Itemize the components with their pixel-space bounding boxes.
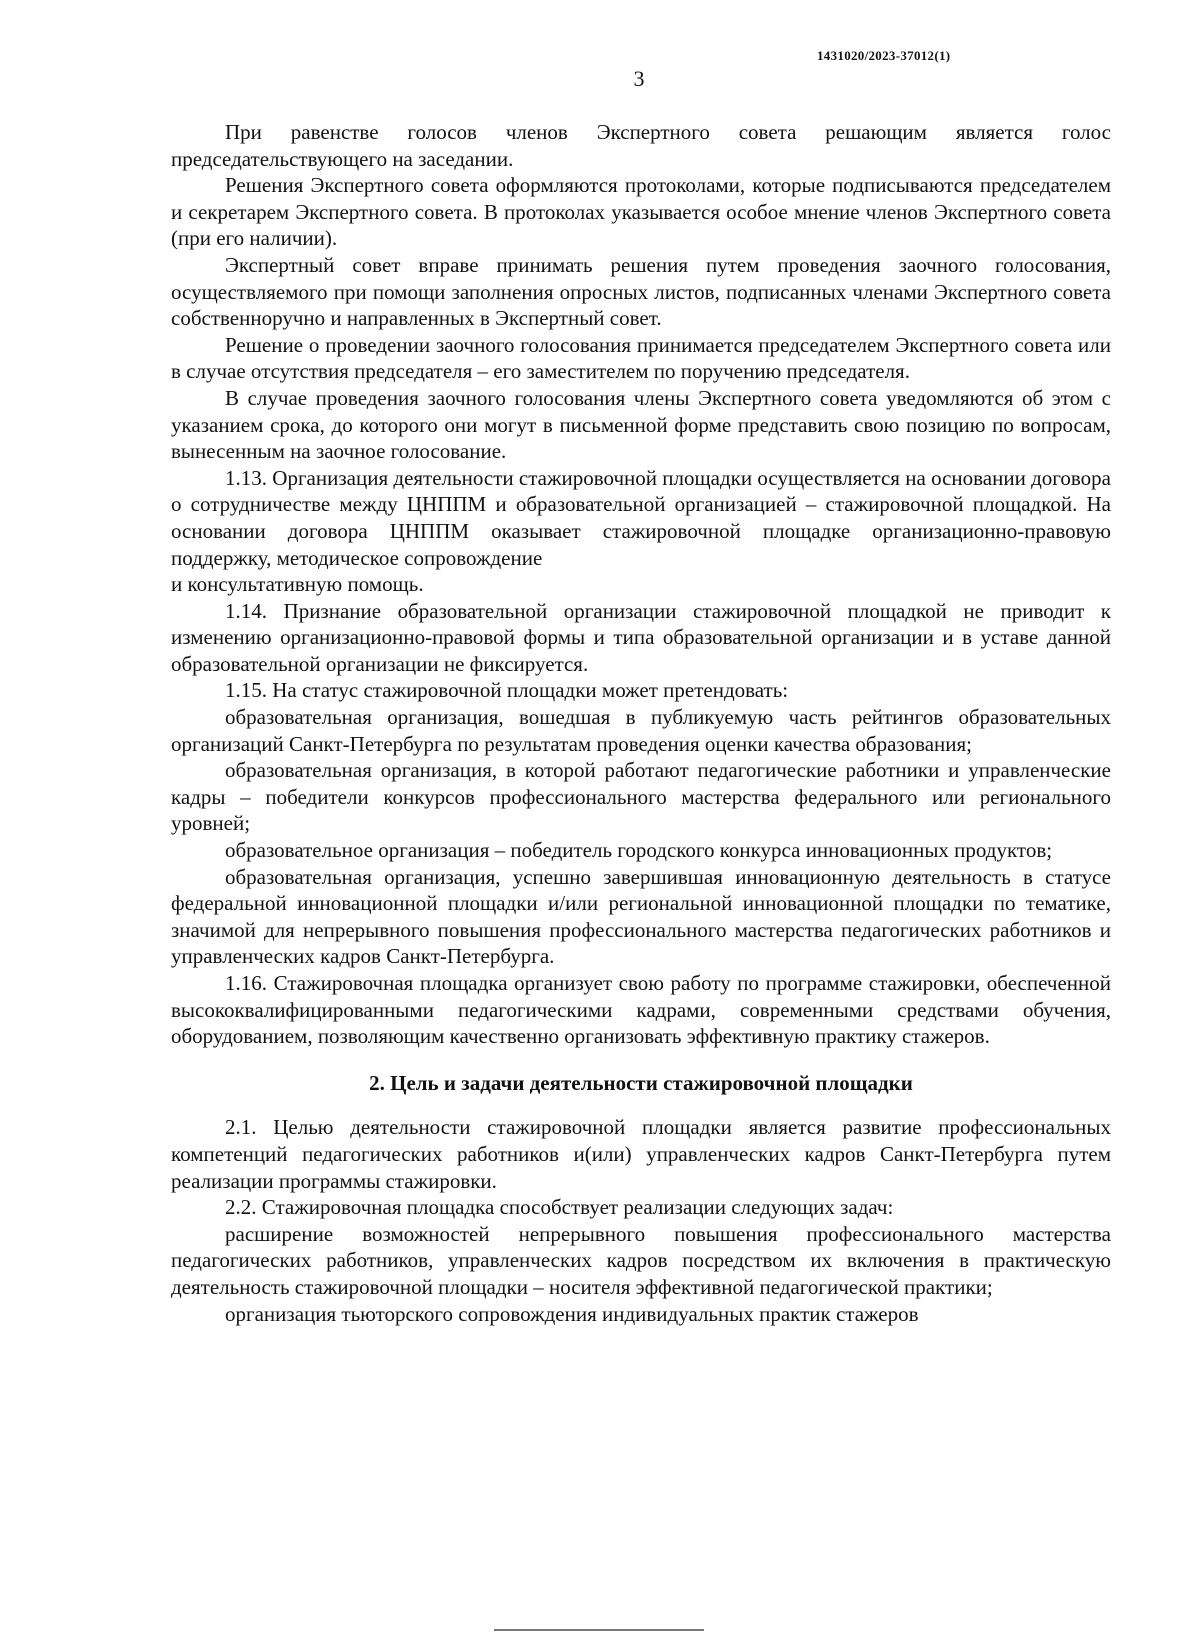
footer-line	[494, 1629, 704, 1631]
list-item: организация тьюторского сопровождения индивидуальных практик стажеров	[225, 1301, 919, 1326]
list-item: образовательная организация, в которой работают педагогические работники и управленческие кадры – победители конкурсов профессионального мастерства федерального или регионального уровней;	[171, 758, 1111, 836]
document-body	[171, 119, 1111, 1327]
paragraph-1-16: 1.16. Стажировочная площадка организует свою работу по программе стажировки, обеспеченной высококвалифицированными педагогическими кадрами, современными средствами обучения, оборудованием, позволяющим качественно организовать эффективную практику стажеров.	[171, 971, 1111, 1049]
paragraph-2-2: 2.2. Стажировочная площадка способствует реализации следующих задач:	[225, 1195, 894, 1220]
paragraph: Решения Экспертного совета оформляются протоколами, которые подписываются председателем и секретарем Экспертного совета. В протоколах указывается особое мнение членов Экспертного совета (при его наличии).	[171, 173, 1111, 251]
list-item: образовательная организация, успешно завершившая инновационную деятельность в статусе федеральной инновационной площадки и/или региональной инновационной площадки по тематике, значимой для непрерывного повышения профессионального мастерства педагогических работников и управленческих кадров Санкт-Петербурга.	[171, 864, 1111, 969]
list-item: расширение возможностей непрерывного повышения профессионального мастерства педагогических работников, управленческих кадров посредством их включения в практическую деятельность стажировочной площадки – носителя эффективной педагогической практики;	[171, 1221, 1111, 1299]
section-heading: 2. Цель и задачи деятельности стажировочной площадки	[369, 1070, 913, 1095]
paragraph-continuation: и консультативную помощь.	[171, 572, 424, 597]
paragraph: Экспертный совет вправе принимать решения путем проведения заочного голосования, осуществляемого при помощи заполнения опросных листов, подписанных членами Экспертного совета собственноручно и направленных в Экспертный совет.	[171, 252, 1111, 331]
paragraph: В случае проведения заочного голосования члены Экспертного совета уведомляются об этом с указанием срока, до которого они могут в письменной форме представить свою позицию по вопросам, вынесенным на заочное голосование.	[171, 385, 1111, 464]
document-number: 1431020/2023-37012(1)	[817, 48, 951, 63]
paragraph: При равенстве голосов членов Экспертного совета решающим является голос председательствующего на заседании.	[171, 120, 1111, 171]
list-item: образовательное организация – победитель городского конкурса инновационных продуктов;	[225, 838, 1053, 863]
paragraph-2-1: 2.1. Целью деятельности стажировочной площадки является развитие профессиональных компетенций педагогических работников и(или) управленческих кадров Санкт-Петербурга путем реализации программы стажировки.	[171, 1115, 1111, 1193]
paragraph-1-15: 1.15. На статус стажировочной площадки может претендовать:	[225, 678, 789, 703]
page-number: 3	[633, 66, 645, 91]
paragraph-1-14: 1.14. Признание образовательной организации стажировочной площадкой не приводит к изменению организационно-правовой формы и типа образовательной организации и в уставе данной образовательной организации не фиксируется.	[171, 598, 1111, 676]
paragraph: Решение о проведении заочного голосования принимается председателем Экспертного совета или в случае отсутствия председателя – его заместителем по поручению председателя.	[171, 332, 1111, 384]
paragraph-1-13: 1.13. Организация деятельности стажировочной площадки осуществляется на основании договора о сотрудничестве между ЦНППМ и образовательной организацией – стажировочной площадкой. На основании договора ЦНППМ оказывает стажировочной площадке организационно-правовую поддержку, методическое сопровождение	[171, 465, 1111, 570]
list-item: образовательная организация, вошедшая в публикуемую часть рейтингов образовательных организаций Санкт-Петербурга по результатам проведения оценки качества образования;	[171, 705, 1111, 756]
